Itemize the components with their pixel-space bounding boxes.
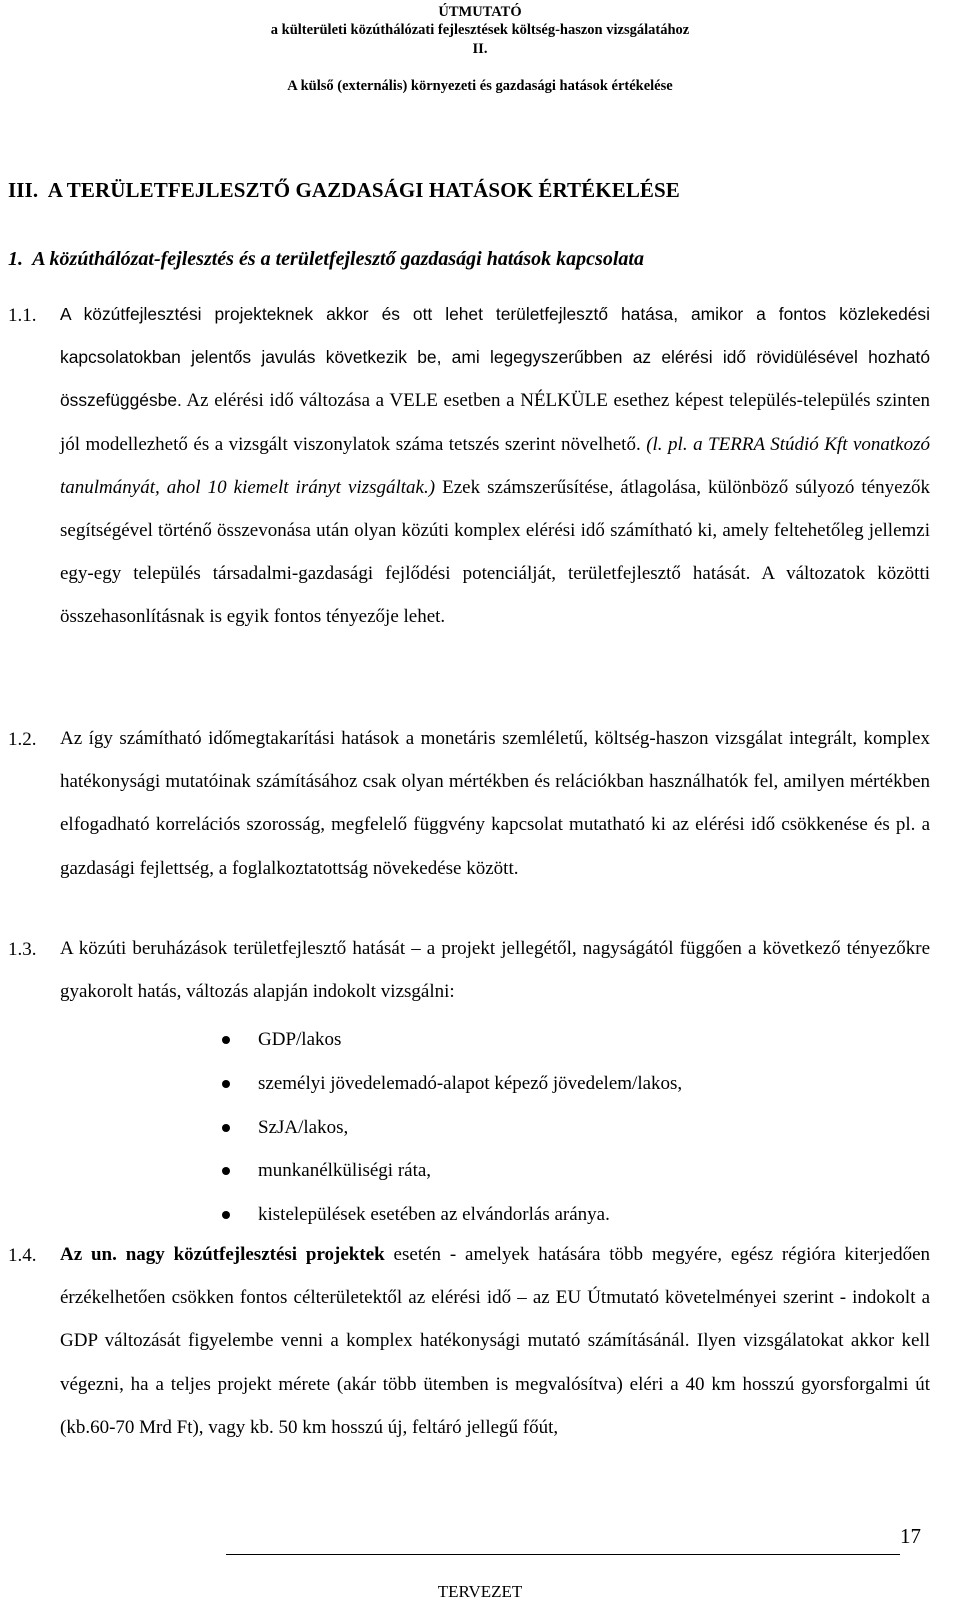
list-item: GDP/lakos [222,1018,682,1062]
list-item: kistelepülések esetében az elvándorlás aránya. [222,1193,682,1237]
paragraph-1-4-text: esetén - amelyek hatására több megyére, egész régióra kiterjedően érzékelhetően csökken fontos célterületektől az elérési idő – az EU Útmutató követelményei szerint - indokolt a GDP változását figyelembe venni a komplex hatékonysági mutató számításánál. Ilyen vizsgálatokat akkor kell végezni, ha a teljes projekt mérete (akár több ütemben is megvalósítva) eléri a 40 km hosszú gyorsforgalmi út (kb.60-70 Mrd Ft), vagy kb. 50 km hosszú új, feltáró jellegű főút, [60,1244,931,1438]
doc-header-chapter: A külső (externális) környezeti és gazdasági hatások értékelése [287,78,673,94]
doc-header-title: ÚTMUTATÓ [438,4,522,20]
page-number: 17 [900,1524,921,1548]
section-number-1-3: 1.3. [8,939,37,960]
factor-list [222,1018,682,1237]
bullet-icon [222,1036,230,1044]
section-number-1-4: 1.4. [8,1245,37,1266]
paragraph-1-4 [60,1233,930,1449]
paragraph-1-4-term: Az un. nagy közútfejlesztési projektek [60,1244,385,1265]
list-item: személyi jövedelemadó-alapot képező jövedelem/lakos, [222,1062,682,1106]
paragraph-1-1-rest: Ezek számszerűsítése, átlagolása, különböző súlyozó tényezők segítségével történő összevonása után olyan közúti komplex elérési idő számítható ki, amely feltehetőleg jellemzi egy-egy település társadalmi-gazdasági fejlődési potenciálját, területfejlesztő hatását. A változatok közötti összehasonlításnak is egyik fontos tényezője lehet. [60,476,930,628]
doc-header-subtitle: a külterületi közúthálózati fejlesztések költség-haszon vizsgálatához [270,22,690,38]
chapter-heading: III. A TERÜLETFEJLESZTŐ GAZDASÁGI HATÁSOK ÉRTÉKELÉSE [8,178,680,202]
bullet-icon [222,1211,230,1219]
footer-divider [226,1554,900,1555]
list-item: SzJA/lakos, [222,1106,682,1150]
bullet-icon [222,1167,230,1175]
bullet-icon [222,1124,230,1132]
bullet-icon [222,1080,230,1088]
section-number-1-2: 1.2. [8,729,37,750]
paragraph-1-1-intro: A közútfejlesztési projekteknek akkor és ott lehet területfejlesztő hatása, amikor a fontos közlekedési kapcsolatokban jelentős javulás következik be, ami legegyszerűbben az elérési idő rövidülésével hozható összefüggésbe. [60,304,930,411]
section-heading: 1. A közúthálózat-fejlesztés és a területfejlesztő gazdasági hatások kapcsolata [8,248,644,270]
paragraph-1-3: A közúti beruházások területfejlesztő hatását – a projekt jellegétől, nagyságától függően a következő tényezőkre gyakorolt hatás, változás alapján indokolt vizsgálni: [60,938,930,1003]
list-item: munkanélküliségi ráta, [222,1149,682,1193]
paragraph-1-1-text: Az elérési idő változása a VELE esetben a NÉLKÜLE esethez képest település-település szinten jól modellezhető és a vizsgált viszonylatok száma tetszés szerint növelhető. [60,390,930,455]
footer-label: TERVEZET [437,1582,523,1601]
doc-header-volume: II. [472,41,488,57]
paragraph-1-1 [60,293,930,639]
paragraph-1-1-reference: (l. pl. a TERRA Stúdió Kft vonatkozó tanulmányát, ahol 10 kiemelt irányt vizsgáltak.) [60,433,931,498]
paragraph-1-2: Az így számítható időmegtakarítási hatások a monetáris szemléletű, költség-haszon vizsgálat integrált, komplex hatékonysági mutatóinak számításához csak olyan mértékben és relációkban használhatók fel, amilyen mértékben elfogadható korrelációs szorosság, megfelelő függvény kapcsolat mutatható ki az elérési idő csökkenése és pl. a gazdasági fejlettség, a foglalkoztatottság növekedése között. [60,728,930,879]
section-number-1-1: 1.1. [8,305,37,326]
